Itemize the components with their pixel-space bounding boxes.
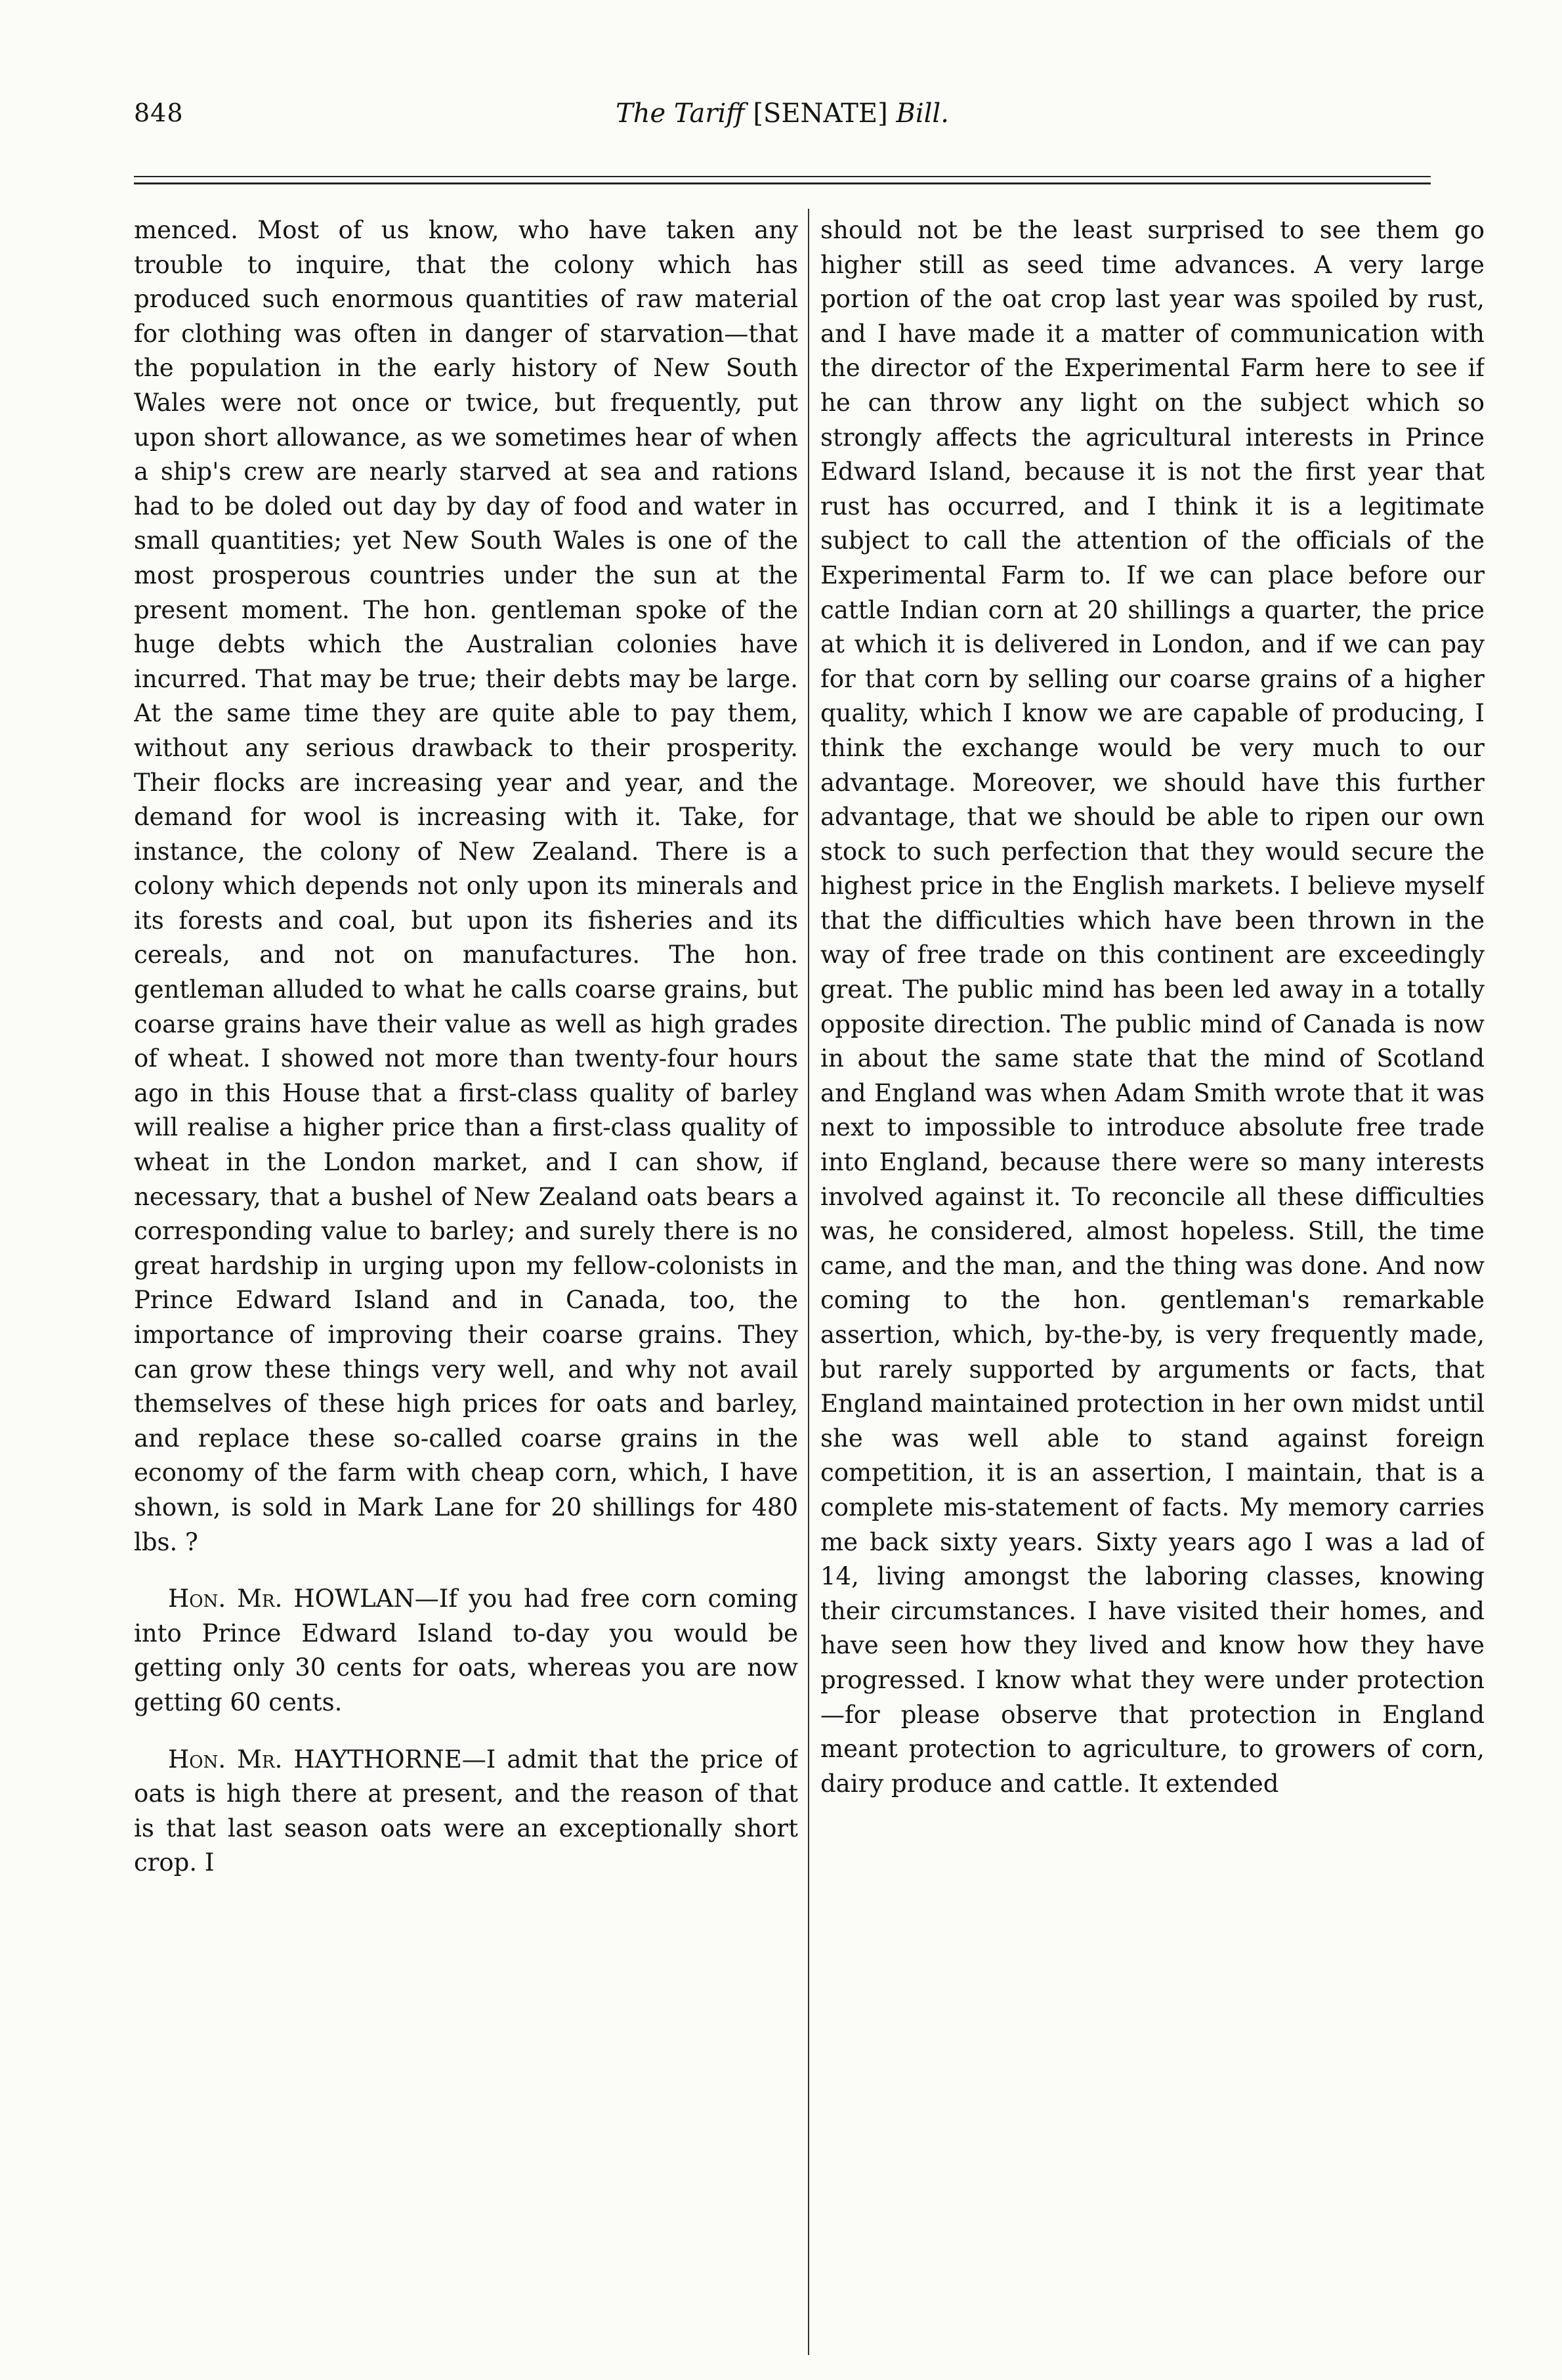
running-title bbox=[134, 98, 1431, 129]
haythorne-remark: —I admit that the price of oats is high there at present, and the reason of that is that last season oats were an exceptionally short crop. I bbox=[134, 1745, 798, 1877]
speaker-haythorne: Hon. Mr. HAYTHORNE bbox=[168, 1745, 462, 1774]
left-paragraph-continued: menced. Most of us know, who have taken any trouble to inquire, that the colony which has produced such enormous quantities of raw material for clothing was often in danger of starvation—that the population in the early history of New South Wales were not once or twice, but frequently, put upon short allowance, as we sometimes hear of when a ship's crew are nearly starved at sea and rations had to be doled out day by day of food and water in small quantities; yet New South Wales is one of the most prosperous countries under the sun at the present moment. The hon. gentleman spoke of the huge debts which the Australian colonies have incurred. That may be true; their debts may be large. At the same time they are quite able to pay them, without any serious drawback to their prosperity. Their flocks are increasing year and year, and the demand for wool is increasing with it. Take, for instance, the colony of New Zealand. There is a colony which depends not only upon its minerals and its forests and coal, but upon its fisheries and its cereals, and not on manufactures. The hon. gentleman alluded to what he calls coarse grains, but coarse grains have their value as well as high grades of wheat. I showed not more than twenty-four hours ago in this House that a first-class quality of barley will realise a higher price than a first-class quality of wheat in the London market, and I can show, if necessary, that a bushel of New Zealand oats bears a corresponding value to barley; and surely there is no great hardship in urging upon my fellow-colonists in Prince Edward Island and in Canada, too, the importance of improving their coarse grains. They can grow these things very well, and why not avail themselves of these high prices for oats and barley, and replace these so-called coarse grains in the economy of the farm with cheap corn, which, I have shown, is sold in Mark Lane for 20 shillings for 480 lbs. ? bbox=[134, 216, 798, 1556]
speaker-howlan: Hon. Mr. HOWLAN bbox=[168, 1584, 415, 1613]
howlan-remark: —If you had free corn coming into Prince Edward Island to-day you would be getting only 30 cents for oats, whereas you are now getting 60 cents. bbox=[134, 1584, 798, 1716]
right-column bbox=[820, 213, 1485, 2360]
running-title-bill: Bill. bbox=[896, 98, 949, 129]
running-title-tariff: The Tariff bbox=[616, 98, 745, 129]
column-divider bbox=[808, 209, 809, 2355]
running-title-senate: [SENATE] bbox=[753, 98, 888, 129]
howlan-paragraph bbox=[134, 1582, 798, 1720]
header-rule-bottom bbox=[134, 182, 1431, 184]
page-header bbox=[134, 98, 1431, 144]
haythorne-paragraph bbox=[134, 1743, 798, 1881]
left-column bbox=[134, 213, 798, 2360]
header-rule-top bbox=[134, 176, 1431, 177]
right-paragraph: should not be the least surprised to see them go higher still as seed time advances. A very large portion of the oat crop last year was spoiled by rust, and I have made it a matter of communication with the director of the Experimental Farm here to see if he can throw any light on the subject which so strongly affects the agricultural interests in Prince Edward Island, because it is not the first year that rust has occurred, and I think it is a legitimate subject to call the attention of the officials of the Experimental Farm to. If we can place before our cattle Indian corn at 20 shillings a quarter, the price at which it is delivered in London, and if we can pay for that corn by selling our coarse grains of a higher quality, which I know we are capable of producing, I think the exchange would be very much to our advantage. Moreover, we should have this further advantage, that we should be able to ripen our own stock to such perfection that they would secure the highest price in the English markets. I believe myself that the difficulties which have been thrown in the way of free trade on this continent are exceedingly great. The public mind has been led away in a totally opposite direction. The public mind of Canada is now in about the same state that the mind of Scotland and England was when Adam Smith wrote that it was next to impossible to introduce absolute free trade into England, because there were so many interests involved against it. To reconcile all these difficulties was, he considered, almost hopeless. Still, the time came, and the man, and the thing was done. And now coming to the hon. gentleman's remarkable assertion, which, by-the-by, is very frequently made, but rarely supported by arguments or facts, that England maintained protection in her own midst until she was well able to stand against foreign competition, it is an assertion, I maintain, that is a complete mis-statement of facts. My memory carries me back sixty years. Sixty years ago I was a lad of 14, living amongst the laboring classes, knowing their circumstances. I have visited their homes, and have seen how they lived and know how they have progressed. I know what they were under protection—for please observe that protection in England meant protection to agriculture, to growers of corn, dairy produce and cattle. It extended bbox=[820, 216, 1485, 1798]
page-number: 848 bbox=[134, 98, 184, 127]
